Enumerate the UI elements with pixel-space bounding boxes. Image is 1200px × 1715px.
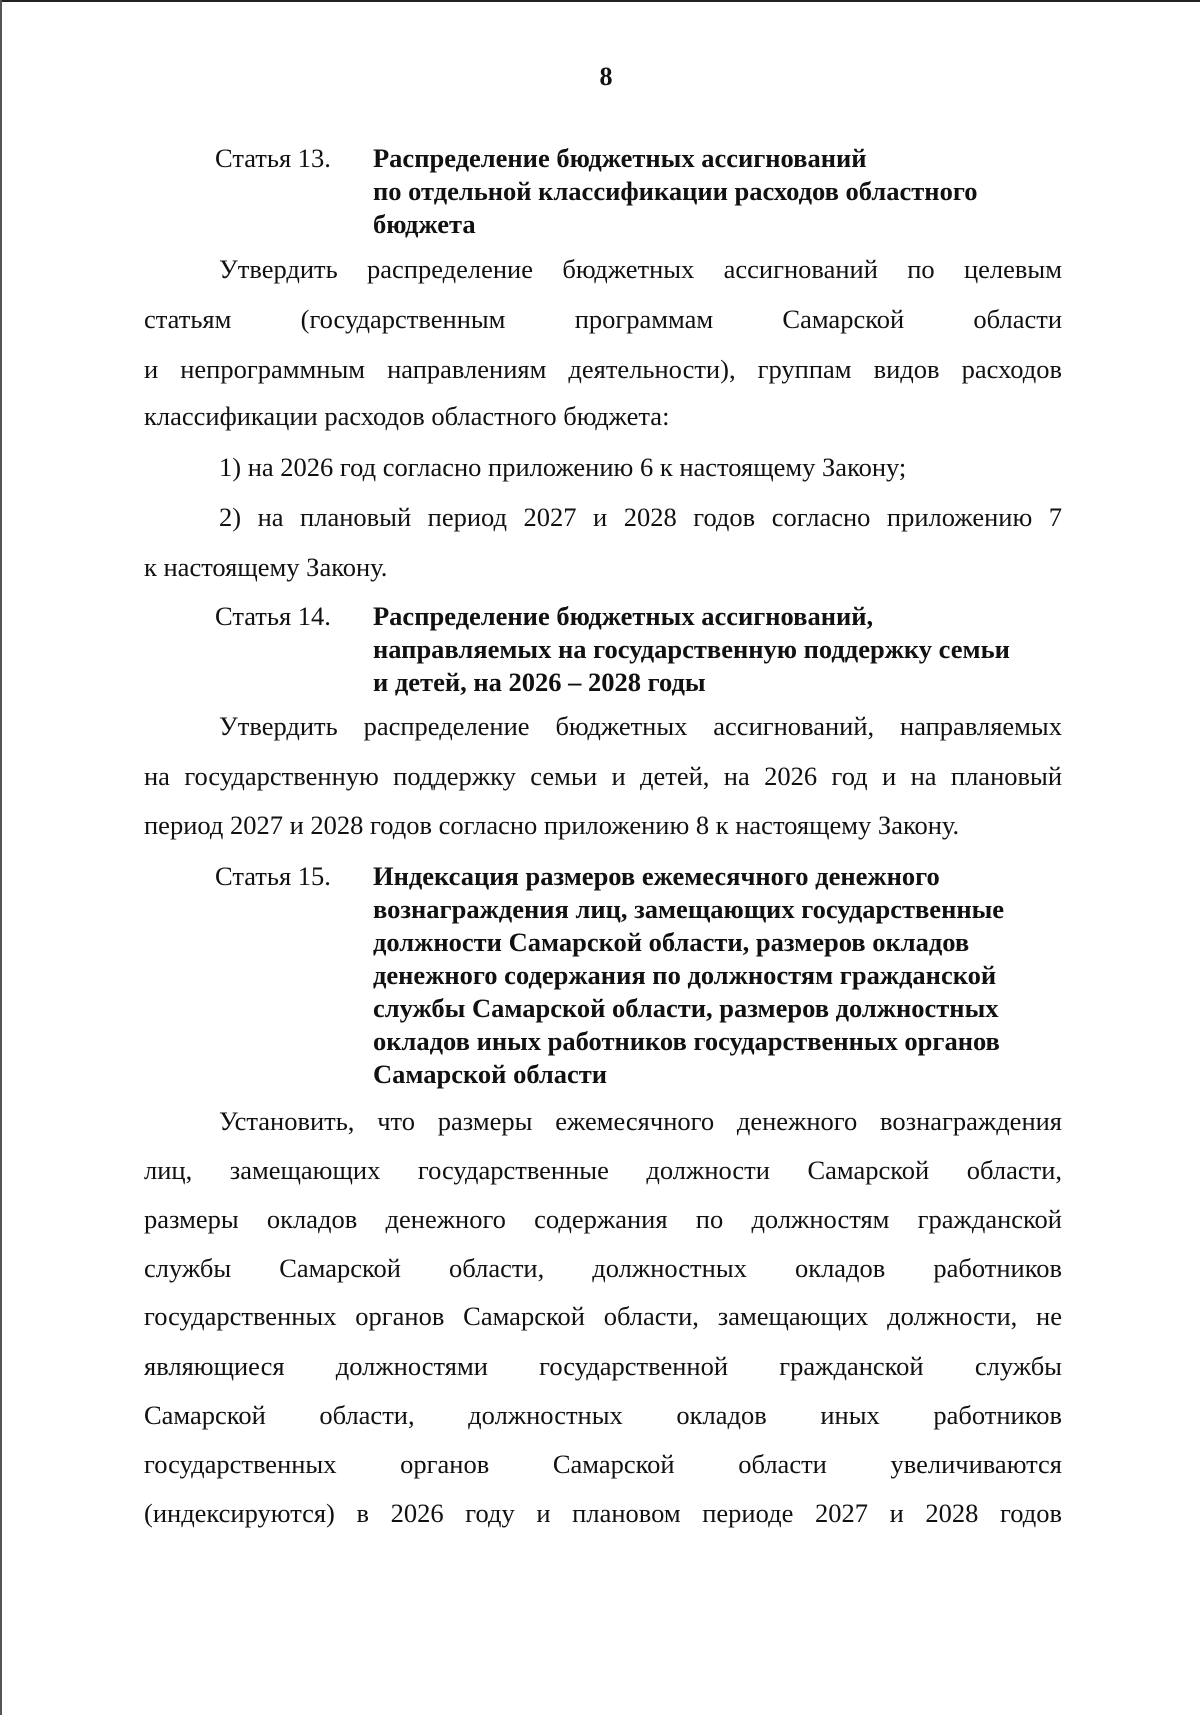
article-13-text-line: Утвердить распределение бюджетных ассигнований по целевым [219,254,1062,284]
article-15-title-line: Самарской области [373,1059,608,1089]
article-14-label: Статья 14. [215,601,331,631]
article-15-text-line: Установить, что размеры ежемесячного денежного вознаграждения [219,1106,1062,1136]
article-15-title-line: Индексация размеров ежемесячного денежного [373,861,940,891]
article-15-title-line: окладов иных работников государственных органов [373,1026,1000,1056]
article-15-text-line: государственных органов Самарской области увеличиваются [144,1449,1062,1479]
article-13-title-line: по отдельной классификации расходов областного [373,176,978,206]
page-number: 8 [599,62,613,91]
article-15-text-line: лиц, замещающих государственные должности Самарской области, [144,1155,1062,1185]
article-14-title-line: направляемых на государственную поддержку семьи [373,634,1010,664]
article-15-title-line: вознаграждения лиц, замещающих государственные [373,894,1005,924]
article-15-label: Статья 15. [215,861,331,891]
article-13-text-line: и непрограммным направлениям деятельности), группам видов расходов [144,354,1062,384]
article-15-title-line: денежного содержания по должностям гражданской [373,960,997,990]
article-15-title-line: службы Самарской области, размеров должностных [373,993,999,1023]
article-15-text-line: (индексируются) в 2026 году и плановом периоде 2027 и 2028 годов [144,1498,1062,1528]
page-edge-top [0,0,1200,2]
article-13-item-line: 2) на плановый период 2027 и 2028 годов согласно приложению 7 [219,502,1062,532]
article-15-text-line: государственных органов Самарской области, замещающих должности, не [144,1301,1062,1331]
page-edge-left [0,0,2,1715]
article-15-text-line: размеры окладов денежного содержания по должностям гражданской [144,1204,1062,1234]
article-15-title [373,860,1200,1091]
article-14-text-line: на государственную поддержку семьи и детей, на 2026 год и на плановый [144,761,1062,791]
article-14-title-line: и детей, на 2026 – 2028 годы [373,667,706,697]
article-14-title-line: Распределение бюджетных ассигнований, [373,601,874,631]
article-13-title-line: бюджета [373,209,476,239]
article-14-title [373,600,1200,699]
article-13-item-line: 1) на 2026 год согласно приложению 6 к настоящему Закону; [219,452,907,482]
article-13-text-line: статьям (государственным программам Самарской области [144,304,1062,334]
article-14-text-line: период 2027 и 2028 годов согласно приложению 8 к настоящему Закону. [144,810,960,840]
article-14-text-line: Утвердить распределение бюджетных ассигнований, направляемых [219,711,1062,741]
article-15-text-line: службы Самарской области, должностных окладов работников [144,1253,1062,1283]
article-15-text-line: Самарской области, должностных окладов иных работников [144,1400,1062,1430]
article-13-text-line: классификации расходов областного бюджета: [144,401,670,431]
article-13-title-line: Распределение бюджетных ассигнований [373,143,867,173]
article-15-text-line: являющиеся должностями государственной гражданской службы [144,1351,1062,1381]
article-15-title-line: должности Самарской области, размеров окладов [373,927,970,957]
article-13-item-line: к настоящему Закону. [144,552,388,582]
article-13-title [373,142,1200,241]
article-13-label: Статья 13. [215,143,331,173]
